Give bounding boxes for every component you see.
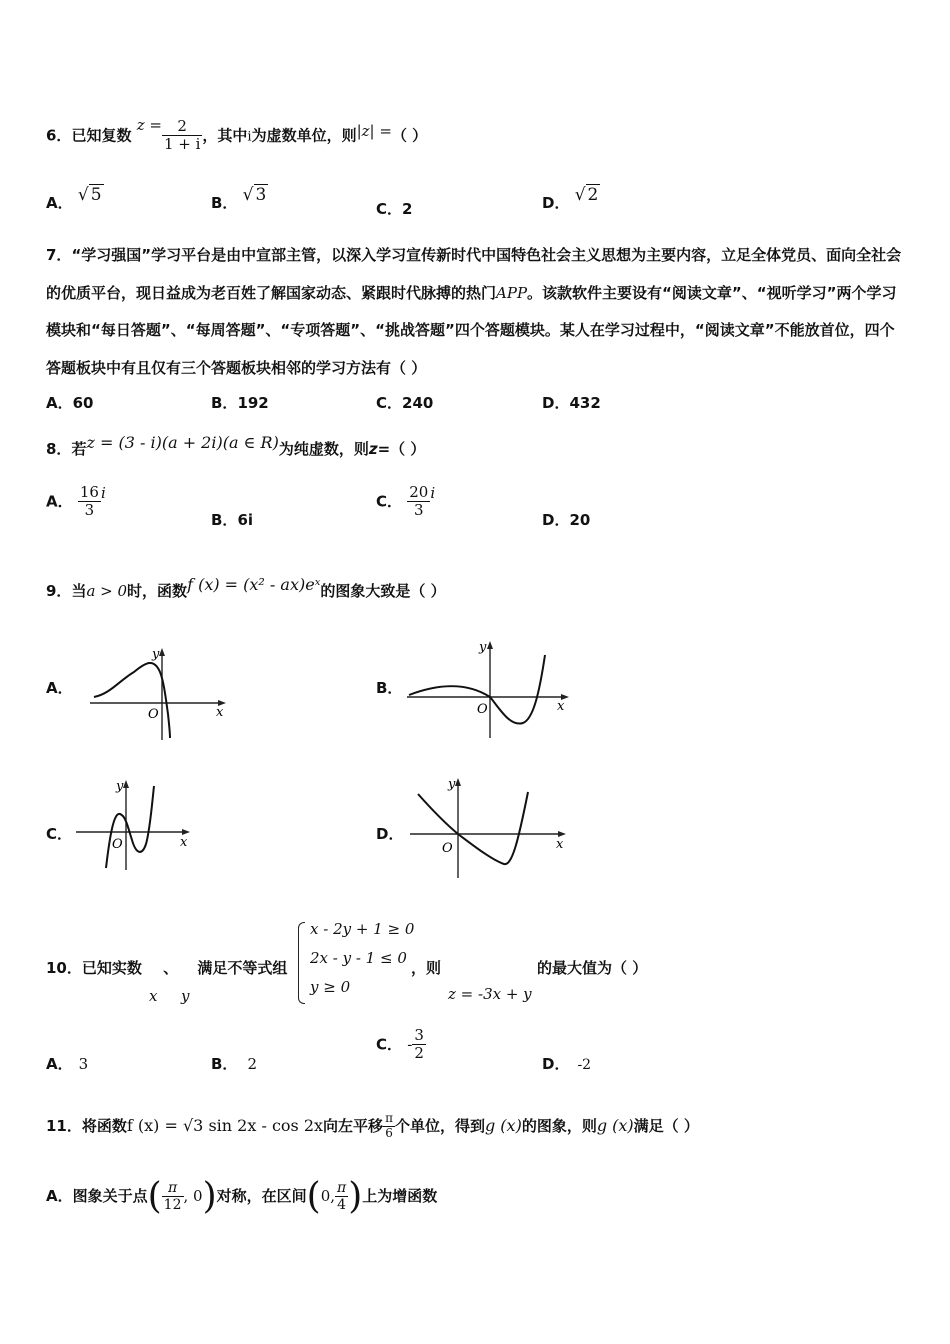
q11-opt-a-rparen-2: ) [348,1176,363,1217]
q6-opt-b-label: B． [211,194,238,212]
q11-opt-a-lparen-1: ( [147,1176,162,1217]
q11-opt-a-int-num: π [337,1179,347,1196]
q7-opt-a-value: 60 [72,394,94,412]
q9-text-a: 当 [71,582,87,600]
q9-a-y-label: y [152,647,160,662]
q7-opt-c-label: C． [376,394,403,412]
q9-text-c: 的图象大致是（ ） [320,582,446,600]
q11-number: 11． [46,1116,82,1135]
q8-opt-c-num: 20 [409,483,429,501]
q6-opt-a-radicand: 5 [90,185,102,205]
q6-i-sym: i [247,129,252,145]
q8-opt-d-label: D． [542,511,570,529]
q8-opt-a-fraction [78,484,101,520]
q10-opt-c-label: C． [376,1035,403,1054]
q6-text-a: 已知复数 [71,126,132,145]
q11-opt-a-pt-fraction [162,1180,184,1213]
q6-z-eq: z = [136,116,162,135]
q6-frac-den: 1 + i [163,135,201,154]
q9-graph-c [74,774,199,874]
q7-opt-d-value: 432 [569,394,601,412]
q8-stem [46,433,426,459]
q10-system-brace [298,922,305,1004]
q9-text-b: 时，函数 [127,582,188,600]
q7-text-2: 。该款软件主要设有“阅读文章”、“视听学习”两个学习模块和“每日答题”、“每周答题”、“专项答题”、“挑战答题”四个答题模块。某人在学习过程中，“阅读文章”不能放首位，四个答题板块中有且仅有三个答题板块相邻的学习方法有（ ） [46,283,897,377]
q6-text-c: 为虚数单位，则 [251,126,357,145]
q8-opt-d-value: 20 [569,511,591,529]
q9-d-x-label: x [556,837,564,852]
q11-g-1: g (x) [484,1115,522,1135]
q8-opt-a-label: A． [46,492,73,511]
q10-text-c: ，则 [411,959,442,977]
q11-opt-a-pt-num: π [162,1180,184,1197]
q11-opt-a-text-c: 上为增函数 [362,1187,438,1205]
q6-opt-c-value: 2 [402,200,413,218]
q11-shift-num: π [385,1111,393,1125]
q10-opt-a-label: A． [46,1055,73,1073]
q10-option-d[interactable] [542,1053,591,1074]
q6-opt-a-label: A． [46,194,73,212]
q11-option-a[interactable] [46,1176,437,1217]
q9-b-y-label: y [479,640,487,655]
q6-option-d[interactable] [542,185,600,213]
q8-text-b: 为纯虚数，则 [278,440,369,458]
q8-text-c: =（ ） [377,440,426,458]
q10-text-b: 满足不等式组 [197,959,288,977]
q6-text-b: ，其中 [202,126,248,145]
q6-option-a[interactable] [46,185,104,213]
q10-opt-b-label: B． [211,1055,238,1073]
q10-opt-a-value: 3 [78,1055,89,1073]
q7-opt-c-value: 240 [402,394,434,412]
q9-b-y-arrow [487,641,493,649]
q11-text-e: 满足（ ） [633,1116,699,1135]
q6-option-c[interactable] [376,198,412,219]
q9-d-curve [418,792,528,864]
q11-opt-a-text-a: 图象关于点 [72,1187,148,1205]
q6-opt-d-label: D． [542,194,570,212]
q9-graph-a [88,642,233,742]
q8-opt-a-num: 16 [79,483,99,501]
q9-option-b[interactable] [376,677,402,698]
q8-opt-a-den: 3 [84,501,95,520]
q7-opt-b-value: 192 [237,394,269,412]
q8-number: 8． [46,440,72,458]
q9-c-o-label: O [112,837,123,852]
q7-app: APP [496,283,528,302]
q9-number: 9． [46,582,72,600]
q9-option-c[interactable] [46,823,72,844]
q9-a-y-arrow [159,648,165,656]
q8-opt-c-suffix: i [430,484,436,503]
q11-text-d: 的图象，则 [521,1116,597,1135]
q10-var-x: x [149,987,158,1005]
q11-opt-a-pt-den: 12 [163,1197,182,1213]
q11-text-c: 个单位，得到 [394,1116,485,1135]
q9-d-y-arrow [455,778,461,786]
q10-opt-d-value: -2 [577,1057,592,1073]
q8-opt-c-den: 3 [414,501,424,520]
q9-c-curve [106,786,154,868]
q9-c-y-arrow [123,780,129,788]
q11-opt-a-lparen-2: ( [306,1176,321,1217]
q7-option-d[interactable] [542,392,601,413]
q8-text-a: 若 [71,440,87,458]
q10-sep: 、 [163,959,179,977]
q8-expr: z = (3 - i)(a + 2i)(a ∈ R) [86,433,279,452]
q8-opt-c-fraction [407,484,430,520]
q8-opt-a-suffix: i [100,484,106,503]
q9-opt-d-label: D． [376,825,404,843]
q9-opt-b-label: B． [376,679,403,697]
q6-stem [46,118,427,154]
q9-d-y-label: y [448,777,456,792]
q11-g-2: g (x) [596,1115,634,1135]
q6-opt-c-label: C． [376,200,403,218]
q11-opt-a-int-left: 0, [320,1187,336,1205]
q6-abs-expr: |z| = [356,122,392,141]
q7-number: 7． [46,246,72,264]
q6-opt-b-radicand: 3 [255,185,267,205]
q9-a-o-label: O [148,707,159,722]
q11-opt-a-label: A． [46,1187,73,1205]
q10-ineq-1: x - 2y + 1 ≥ 0 [310,920,415,938]
q9-graph-d [408,772,573,882]
q9-b-x-label: x [557,699,565,714]
q10-ineq-3: y ≥ 0 [310,978,351,996]
q7-opt-b-label: B． [211,394,238,412]
q10-stem-line1 [46,957,287,978]
q10-option-b[interactable] [211,1053,257,1074]
q9-a-x-label: x [216,705,224,720]
q11-opt-a-int-fraction [335,1180,348,1213]
q8-opt-c-label: C． [376,492,403,511]
q10-option-c[interactable] [376,1027,426,1063]
q11-func: f (x) = √3 sin 2x - cos 2x [126,1115,324,1135]
q11-opt-a-text-b: 对称，在区间 [216,1187,307,1205]
q11-text-b: 向左平移 [323,1116,384,1135]
q11-text-a: 将函数 [81,1116,127,1135]
q6-number: 6． [46,126,72,145]
q10-number: 10． [46,959,82,977]
q10-opt-c-sign: - [407,1035,413,1054]
q10-option-a[interactable] [46,1053,88,1074]
q10-text-a: 已知实数 [81,959,142,977]
q6-opt-a-sqrt: √ 5 [77,185,102,205]
q10-ineq-2: 2x - y - 1 ≤ 0 [310,949,407,967]
q9-d-o-label: O [442,841,453,856]
q10-opt-c-num: 3 [414,1026,424,1044]
q8-option-d[interactable] [542,509,590,530]
q11-opt-a-pt-rest: , 0 [183,1187,203,1205]
q9-cond: a > 0 [86,582,128,600]
q8-opt-b-value: 6i [237,511,254,529]
q7-opt-a-label: A． [46,394,73,412]
q8-option-a[interactable] [46,484,106,520]
q6-option-b[interactable] [211,185,268,213]
q8-option-b[interactable] [211,509,253,530]
q11-shift-den: 6 [385,1125,393,1140]
q6-opt-b-sqrt: √ 3 [242,185,267,205]
q7-stem [46,237,906,387]
q9-b-o-label: O [477,702,488,717]
q6-text-d: （ ） [391,126,428,145]
q11-opt-a-rparen-1: ) [202,1176,217,1217]
q6-opt-d-radicand: 2 [587,185,599,205]
q9-c-y-label: y [116,779,124,794]
q7-option-b[interactable] [211,392,269,413]
q11-stem [46,1112,699,1141]
q6-frac-num: 2 [162,118,202,136]
q8-option-c[interactable] [376,484,435,520]
q9-option-a[interactable] [46,677,73,698]
q8-z-var: z [368,440,378,458]
q6-opt-d-sqrt: √ 2 [574,185,599,205]
q9-graph-b [405,635,575,740]
q8-opt-b-label: B． [211,511,238,529]
q9-opt-a-label: A． [46,679,73,697]
q10-opt-d-label: D． [542,1055,570,1073]
q10-opt-c-fraction [412,1027,426,1063]
q11-shift-fraction [383,1112,395,1141]
q10-opt-b-value: 2 [247,1055,257,1073]
q7-opt-d-label: D． [542,394,570,412]
q9-func: f (x) = (x² - ax)eˣ [187,575,321,594]
q10-text-d: 的最大值为（ ） [537,959,648,977]
q7-option-c[interactable] [376,392,433,413]
q9-option-d[interactable] [376,823,403,844]
q9-c-x-label: x [180,835,188,850]
q10-var-y: y [181,987,190,1005]
q10-z-expr: z = -3x + y [448,985,532,1003]
q7-option-a[interactable] [46,392,93,413]
q9-stem [46,575,446,601]
q10-opt-c-den: 2 [414,1044,424,1063]
q11-opt-a-int-den: 4 [337,1197,347,1213]
q7-text-1: “学习强国”学习平台是由中宣部主管，以深入学习宣传新时代中国特色社会主义思想为主要内容，立足全体党员、面向全社会的优质平台，现日益成为老百姓了解国家动态、紧跟时代脉搏的热门 [46,246,902,302]
q9-a-curve [94,663,170,738]
q6-fraction [162,118,202,154]
q9-opt-c-label: C． [46,825,73,843]
